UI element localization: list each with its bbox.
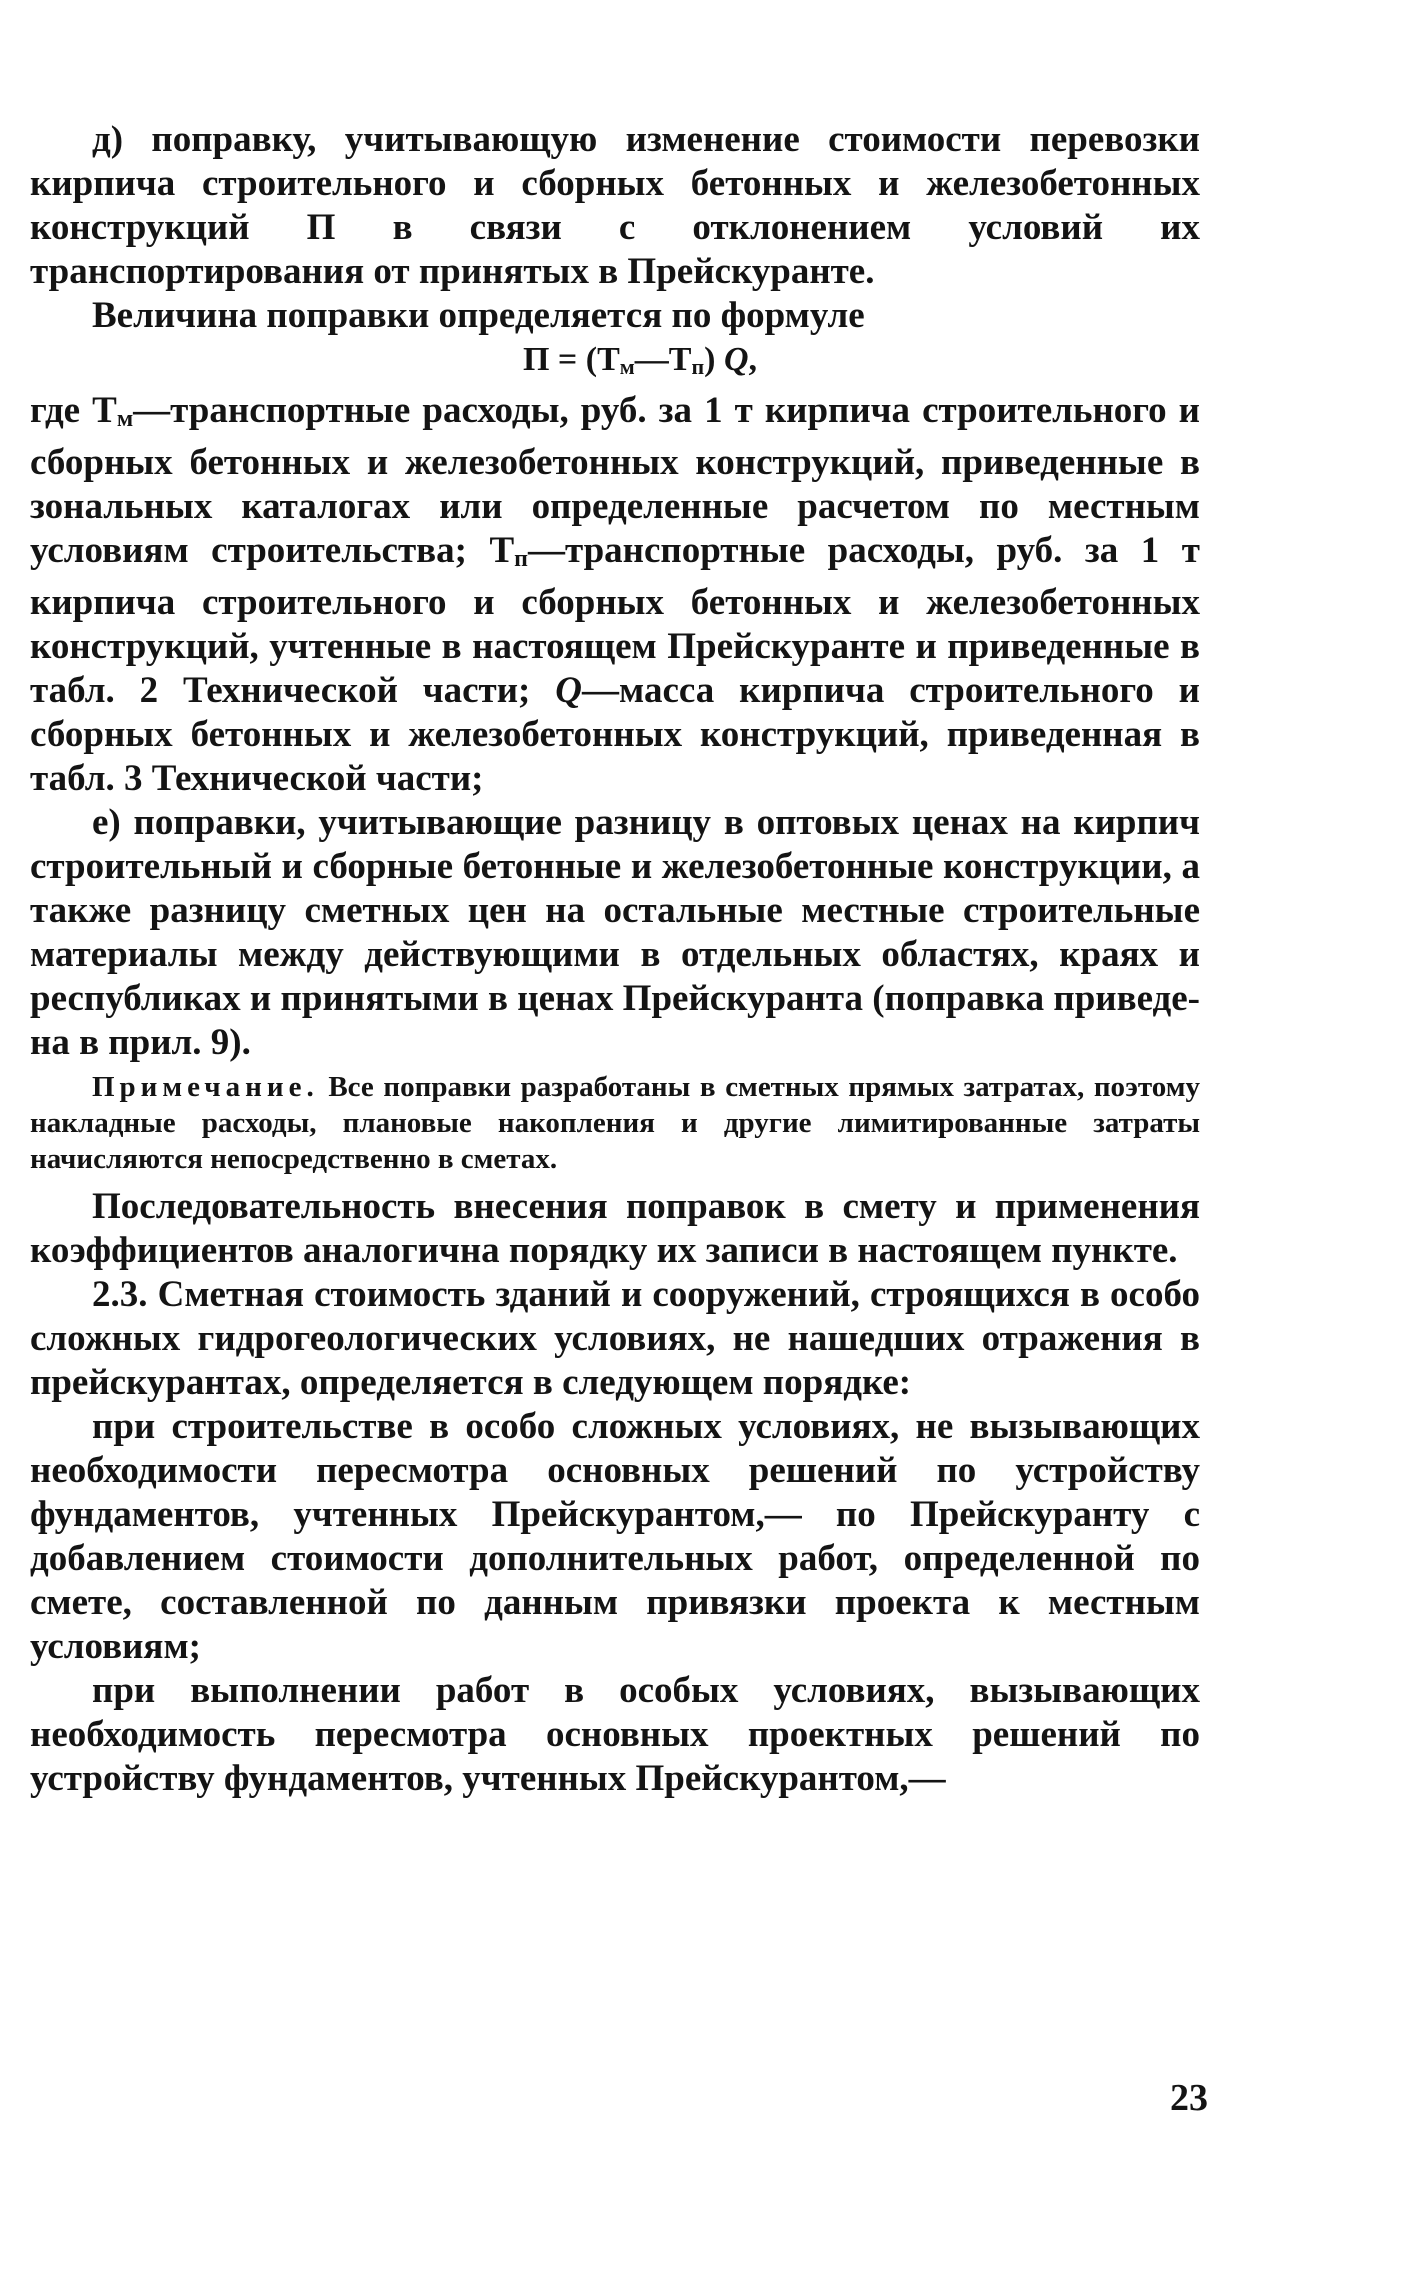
def-part-a: —транспортные расходы, руб. за 1 т кирпича строительного и сборных бетонных и железобетонных конструкций, приведенные в зональных каталогах или определенные расчетом по местным условиям строительства; Т	[30, 390, 1200, 571]
paragraph-d: д) поправку, учитывающую изменение стоимости перевозки кирпича строительного и сборных бетонных и железобетонных конструкций П в связи с отклонением условий их транспортирования от принятых в Прейскуранте.	[30, 119, 1200, 292]
formula-close: )	[704, 341, 724, 378]
note-text: Все поправки разработаны в сметных прямых затратах, поэтому накладные расходы, плановые накопления и другие лимитированные затраты начисляются непосредственно в сметах.	[30, 1071, 1200, 1175]
formula-mid: —Т	[634, 341, 692, 378]
formula-sub-m: м	[619, 354, 635, 379]
page-number: 23	[1170, 2077, 1208, 2119]
paragraph-e: е) поправки, учитывающие разницу в оптовых ценах на кирпич строительный и сборные бетонные и железобетонные конструкции, а также разницу сметных цен на остальные местные строительные материалы между действующими в отдельных областях, краях и республиках и принятыми в ценах Прейскуранта (поправка приведена в прил. 9).	[30, 802, 1200, 1063]
def-sub-p: п	[514, 546, 528, 572]
formula	[30, 338, 1200, 389]
def-q: Q	[555, 670, 582, 711]
def-sub-m: м	[116, 406, 134, 432]
paragraph-2-3: 2.3. Сметная стоимость зданий и сооружений, строящихся в особо сложных гидрогеологических условиях, не нашедших отражения в прейскурантах, определяется в следующем порядке:	[30, 1274, 1200, 1403]
note	[30, 1069, 1200, 1177]
note-label: Примечание.	[92, 1071, 319, 1103]
formula-lhs: П = (Т	[522, 341, 620, 378]
paragraph-sequence: Последовательность внесения поправок в смету и применения коэффициентов аналогична порядку их записи в настоящем пункте.	[30, 1186, 1200, 1271]
def-part-b: —транспортные расходы, руб. за 1 т кирпича строительного и сборных бетонных и железобетонных конструкций, учтенные в настоящем Прейскуранте и приведенные в табл. 2 Технической части;	[30, 530, 1200, 711]
formula-q: Q	[723, 341, 749, 378]
def-start: где Т	[30, 390, 117, 431]
body-text	[30, 118, 1200, 1801]
paragraph-definitions	[30, 389, 1200, 801]
paragraph-formula-intro: Величина поправки определяется по формуле	[92, 295, 865, 336]
formula-tail: ,	[748, 341, 758, 378]
formula-sub-p: п	[691, 354, 705, 379]
def-part-c: —масса кирпича строительного и сборных бетонных и железобетонных конструкций, приведенная в табл. 3 Технической части;	[30, 670, 1200, 799]
paragraph-complex-conditions: при строительстве в особо сложных условиях, не вызывающих необходимости пересмотра основных решений по устройству фундаментов, учтенных Прейскурантом,— по Прейскуранту с добавлением стоимости дополнительных работ, определенной по смете, составленной по данным привязки проекта к местным условиям;	[30, 1406, 1200, 1667]
paragraph-special-conditions: при выполнении работ в особых условиях, вызывающих необходимость пересмотра основных проектных решений по устройству фундаментов, учтенных Прейскурантом,—	[30, 1670, 1200, 1799]
